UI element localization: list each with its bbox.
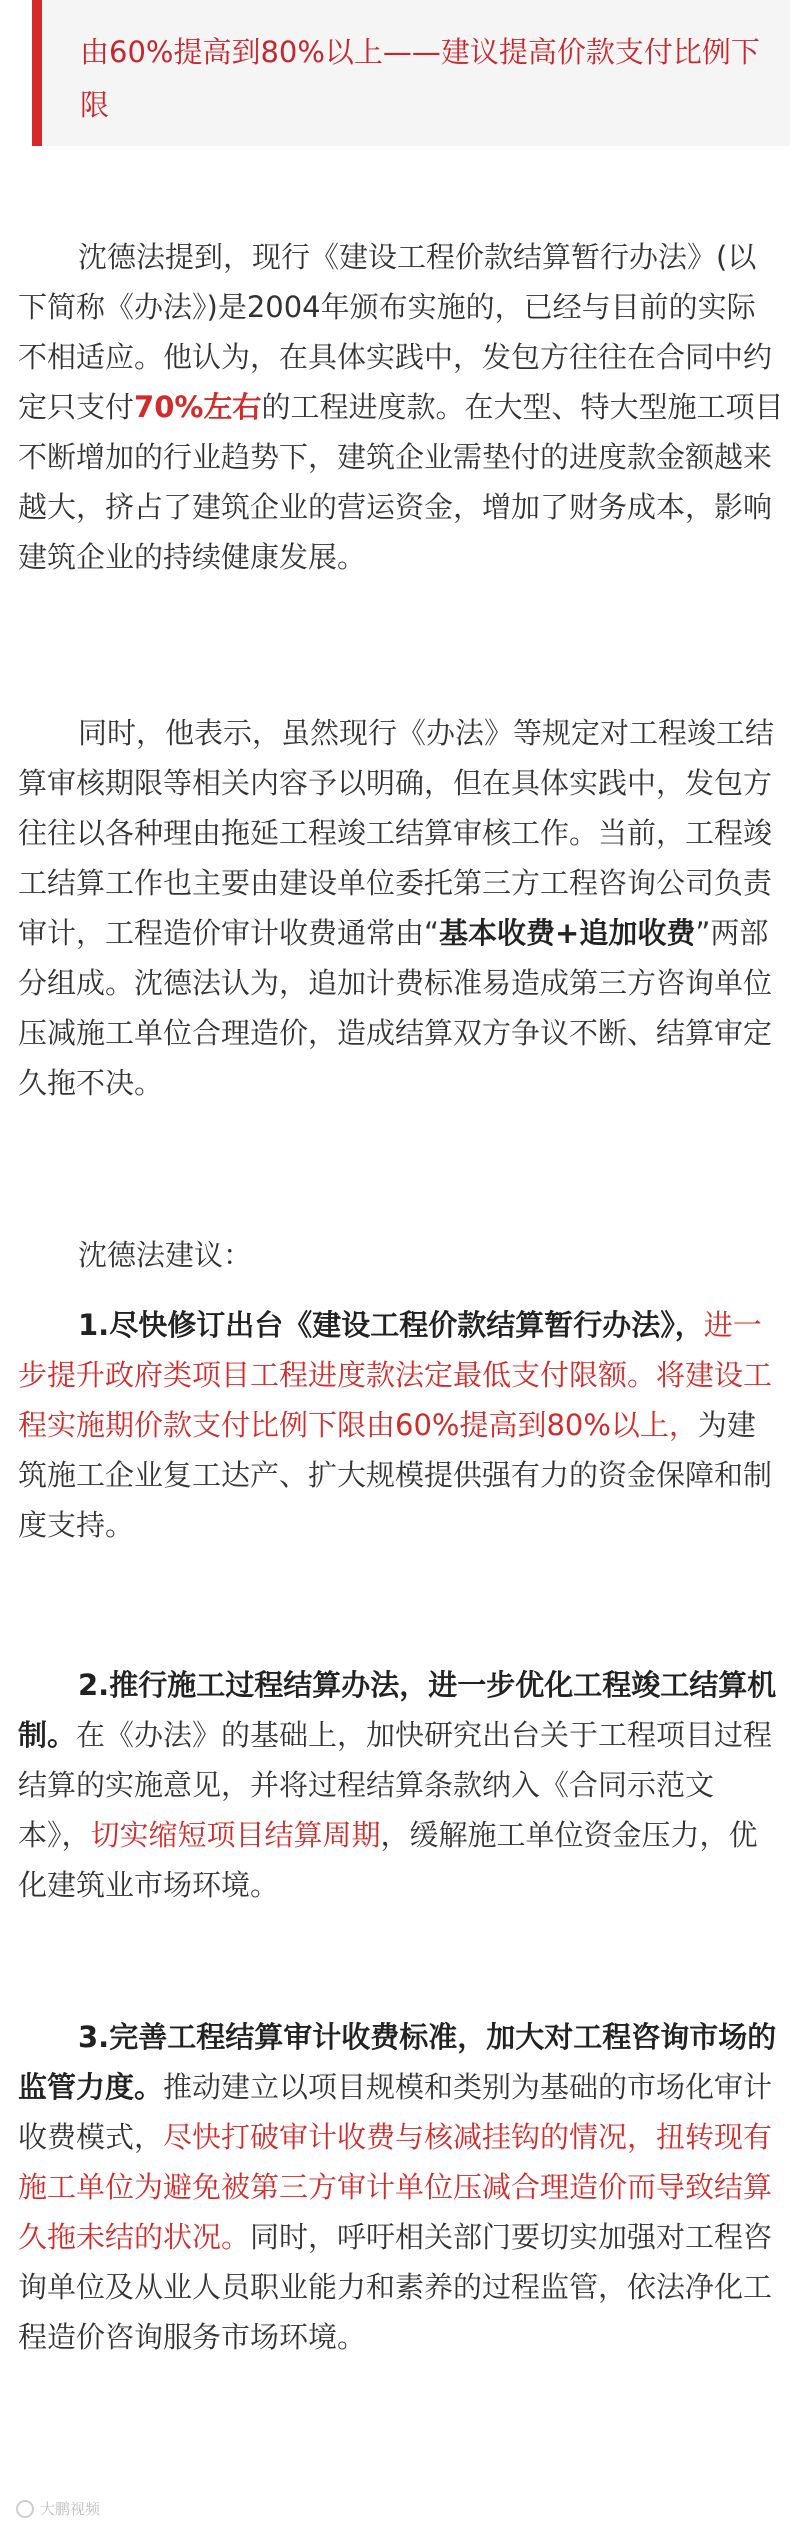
highlight-70-percent: 70%左右 — [134, 390, 262, 424]
fee-structure-bold: 基本收费+追加收费 — [439, 916, 696, 950]
suggestion-1-heading: 1.尽快修订出台《建设工程价款结算暂行办法》， — [78, 1308, 704, 1342]
suggestion-1-text: 为建筑施工企业复工达产、扩大规模提供强有力的资金保障和制度支持。 — [18, 1408, 773, 1542]
paragraph-1 — [18, 232, 784, 582]
watermark-text: 大鹏视频 — [40, 2500, 101, 2518]
section-header — [32, 0, 790, 146]
paragraph-3 — [18, 1230, 784, 1280]
paragraph-2-text-a: 同时，他表示，虽然现行《办法》等规定对工程竣工结算审核期限等相关内容予以明确，但在具体实践中，发包方往往以各种理由拖延工程竣工结算审核工作。当前，工程竣工结算工作也主要由建设单位委托第三方工程咨询公司负责审计，工程造价审计收费通常由“ — [18, 716, 775, 950]
paragraph-1-text-a: 沈德法提到，现行《建设工程价款结算暂行办法》(以下简称《办法》)是2004年颁布实施的，已经与目前的实际不相适应。他认为，在具体实践中，发包方往往在合同中约定只支付 — [18, 240, 773, 424]
paragraph-2-text-b: ”两部分组成。沈德法认为，追加计费标准易造成第三方咨询单位压减施工单位合理造价，造成结算双方争议不断、结算审定久拖不决。 — [18, 916, 773, 1100]
suggestion-3 — [18, 2012, 784, 2362]
suggestion-2-text-b: ，缓解施工单位资金压力，优化建筑业市场环境。 — [18, 1818, 758, 1902]
suggestion-1 — [18, 1300, 784, 1550]
suggestion-2-heading: 2.推行施工过程结算办法，进一步优化工程竣工结算机制。 — [18, 1668, 777, 1752]
suggestion-2 — [18, 1660, 784, 1910]
suggestion-3-heading: 3.完善工程结算审计收费标准，加大对工程咨询市场的监管力度。 — [18, 2020, 777, 2104]
suggestion-3-highlight: 尽快打破审计收费与核减挂钩的情况，扭转现有施工单位为避免被第三方审计单位压减合理造价而导致结算久拖未结的状况。 — [18, 2120, 773, 2254]
suggestion-2-text-a: 在《办法》的基础上，加快研究出台关于工程项目过程结算的实施意见，并将过程结算条款纳入《合同示范文本》， — [18, 1718, 773, 1852]
section-title: 由60%提高到80%以上——建议提高价款支付比例下限 — [80, 35, 760, 122]
paragraph-1-text-b: 的工程进度款。在大型、特大型施工项目不断增加的行业趋势下，建筑企业需垫付的进度款金额越来越大，挤占了建筑企业的营运资金，增加了财务成本，影响建筑企业的持续健康发展。 — [18, 390, 784, 574]
suggestion-intro: 沈德法建议： — [78, 1238, 253, 1272]
suggestion-3-text-a: 推动建立以项目规模和类别为基础的市场化审计收费模式， — [18, 2070, 773, 2154]
suggestion-2-highlight: 切实缩短项目结算周期 — [90, 1818, 381, 1852]
watermark — [16, 2498, 100, 2519]
suggestion-1-highlight: 进一步提升政府类项目工程进度款法定最低支付限额。将建设工程实施期价款支付比例下限由60%提高到80%以上， — [18, 1308, 773, 1442]
suggestion-3-text-b: 同时，呼吁相关部门要切实加强对工程咨询单位及从业人员职业能力和素养的过程监管，依法净化工程造价咨询服务市场环境。 — [18, 2220, 773, 2354]
paragraph-2 — [18, 708, 784, 1108]
watermark-logo-icon — [16, 2500, 34, 2518]
